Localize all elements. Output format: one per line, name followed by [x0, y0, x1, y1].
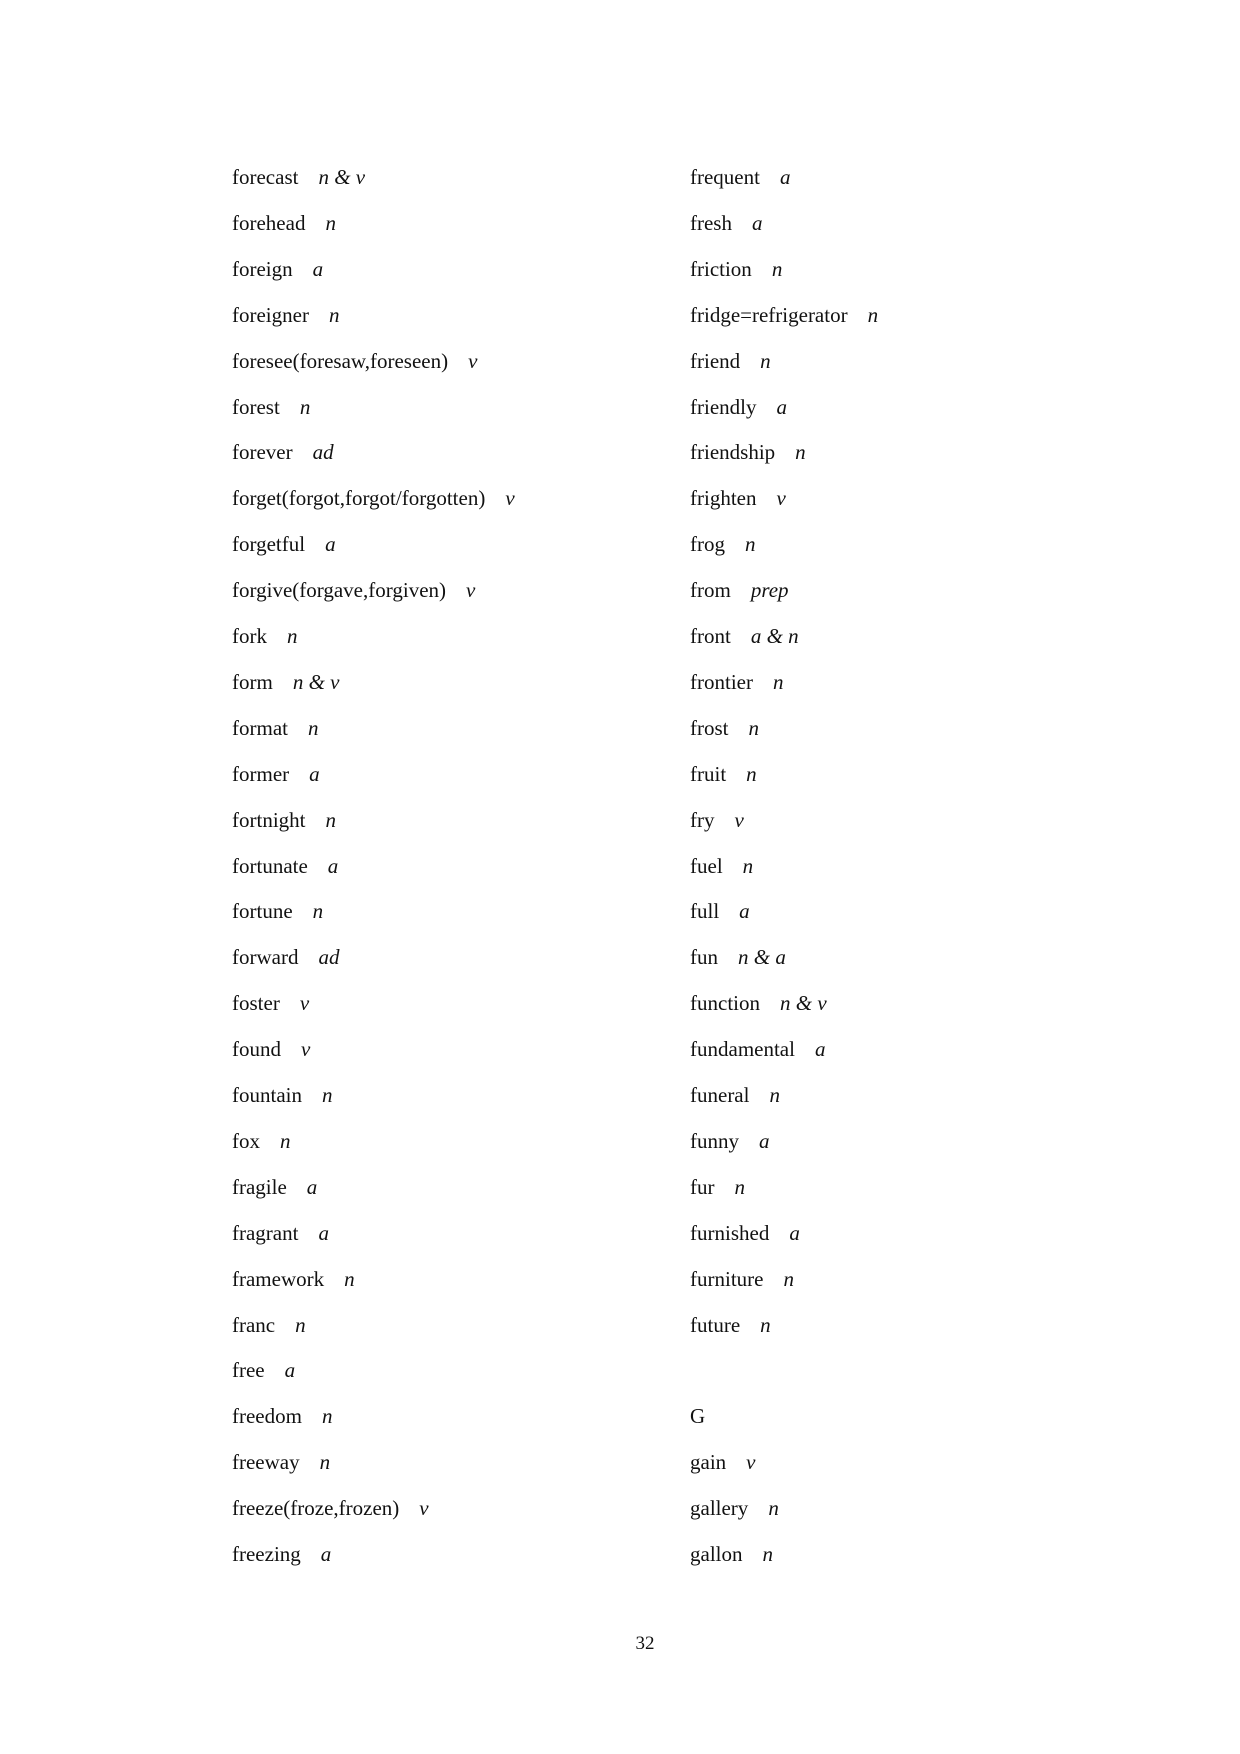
- part-of-speech: n: [748, 715, 759, 740]
- headword: fruit: [690, 761, 727, 786]
- headword: frost: [690, 715, 729, 740]
- part-of-speech: n: [769, 1083, 780, 1107]
- part-of-speech: v: [301, 1037, 311, 1062]
- word-entry: [232, 160, 365, 194]
- word-entry: [232, 665, 339, 699]
- word-entry: [690, 1124, 770, 1158]
- headword: forget(forgot,forgot/forgotten): [232, 486, 486, 511]
- headword: free: [232, 1358, 265, 1383]
- word-entry: [690, 849, 753, 883]
- word-entry: [690, 1445, 755, 1479]
- headword: full: [690, 899, 720, 924]
- headword: friend: [690, 348, 741, 373]
- word-entry: [232, 252, 323, 286]
- word-entry: [690, 435, 806, 469]
- part-of-speech: n & v: [292, 669, 340, 694]
- word-entry: [232, 1032, 310, 1066]
- part-of-speech: n: [795, 440, 806, 465]
- part-of-speech: n: [319, 1450, 331, 1475]
- word-entry: [232, 344, 477, 378]
- headword: forest: [232, 394, 280, 419]
- headword: fork: [232, 624, 267, 648]
- headword: gallon: [690, 1542, 743, 1566]
- headword: fox: [232, 1128, 260, 1153]
- part-of-speech: v: [776, 486, 786, 511]
- part-of-speech: n: [783, 1266, 794, 1291]
- part-of-speech: n: [762, 1542, 773, 1566]
- headword: fortunate: [232, 853, 308, 878]
- word-entry: [690, 390, 787, 424]
- part-of-speech: a: [776, 394, 787, 419]
- word-entry: [690, 757, 757, 791]
- word-entry: [232, 1078, 332, 1112]
- word-entry: [690, 1170, 745, 1204]
- word-entry: [232, 986, 309, 1020]
- headword: fragrant: [232, 1220, 299, 1245]
- part-of-speech: n: [742, 853, 754, 878]
- headword: frighten: [690, 486, 757, 511]
- part-of-speech: ad: [312, 440, 334, 465]
- word-entry: [690, 1078, 780, 1112]
- word-entry: [232, 757, 320, 791]
- word-entry: [232, 1262, 355, 1296]
- part-of-speech: v: [299, 991, 310, 1016]
- word-entry: [690, 894, 750, 928]
- headword: foreigner: [232, 302, 309, 327]
- headword: foster: [232, 991, 280, 1016]
- word-entry: [690, 665, 783, 699]
- word-entry: [232, 1353, 295, 1387]
- word-entry: [690, 986, 827, 1020]
- word-entry: [232, 940, 339, 974]
- word-entry: [232, 711, 318, 745]
- part-of-speech: n: [745, 532, 756, 557]
- headword: franc: [232, 1312, 276, 1337]
- word-entry: [232, 435, 334, 469]
- part-of-speech: n: [734, 1174, 745, 1199]
- part-of-speech: n: [325, 807, 336, 832]
- part-of-speech: n: [760, 348, 771, 373]
- part-of-speech: n & v: [779, 991, 827, 1016]
- word-entry: [690, 803, 744, 837]
- word-entry: [690, 573, 789, 607]
- headword: fun: [690, 945, 718, 970]
- word-entry: [690, 1262, 794, 1296]
- headword: fur: [690, 1174, 715, 1199]
- word-entry: [232, 619, 298, 653]
- part-of-speech: a: [759, 1128, 770, 1153]
- headword: funeral: [690, 1083, 750, 1107]
- part-of-speech: n: [760, 1312, 771, 1337]
- part-of-speech: n: [280, 1128, 291, 1153]
- headword: function: [690, 991, 760, 1016]
- headword: gain: [690, 1450, 727, 1475]
- word-entry: [232, 206, 336, 240]
- part-of-speech: n: [771, 256, 783, 281]
- headword: freeway: [232, 1450, 300, 1475]
- headword: funny: [690, 1128, 739, 1153]
- part-of-speech: v: [746, 1450, 756, 1475]
- word-entry: [690, 1216, 800, 1250]
- word-entry: [232, 849, 338, 883]
- word-entry: [232, 1124, 291, 1158]
- word-entry: [690, 344, 771, 378]
- headword: fragile: [232, 1174, 287, 1199]
- headword: freezing: [232, 1542, 301, 1566]
- part-of-speech: n: [287, 624, 298, 648]
- part-of-speech: n & v: [318, 165, 366, 189]
- word-entry: [690, 940, 786, 974]
- word-entry: [690, 619, 799, 653]
- word-entry: [232, 1216, 329, 1250]
- headword: form: [232, 669, 273, 694]
- part-of-speech: n & a: [738, 945, 786, 970]
- headword: former: [232, 761, 290, 786]
- headword: fortnight: [232, 807, 306, 832]
- headword: framework: [232, 1266, 325, 1291]
- word-entry: [232, 390, 310, 424]
- headword: gallery: [690, 1496, 749, 1521]
- part-of-speech: a: [789, 1220, 800, 1245]
- part-of-speech: n: [867, 302, 879, 327]
- part-of-speech: n: [328, 302, 340, 327]
- part-of-speech: v: [505, 486, 515, 511]
- word-entry: [232, 894, 323, 928]
- headword: forward: [232, 945, 299, 970]
- part-of-speech: ad: [318, 945, 340, 970]
- headword: fundamental: [690, 1037, 795, 1062]
- part-of-speech: v: [466, 578, 476, 603]
- word-entry: [690, 160, 790, 194]
- part-of-speech: a: [739, 899, 750, 924]
- word-entry: [232, 803, 336, 837]
- part-of-speech: n: [325, 210, 336, 235]
- part-of-speech: n: [299, 394, 311, 419]
- part-of-speech: n: [295, 1312, 306, 1337]
- word-entry: [690, 206, 762, 240]
- part-of-speech: v: [468, 348, 478, 373]
- word-entry: [690, 481, 786, 515]
- headword: fresh: [690, 210, 732, 235]
- word-entry: [690, 1399, 705, 1433]
- word-entry: [232, 527, 336, 561]
- page-number: 32: [635, 1633, 655, 1654]
- part-of-speech: a: [327, 853, 339, 878]
- headword: forgive(forgave,forgiven): [232, 578, 447, 603]
- headword: from: [690, 578, 731, 603]
- word-entry: [232, 1537, 331, 1571]
- headword: foreign: [232, 256, 293, 281]
- headword: friendly: [690, 394, 757, 419]
- word-entry: [232, 1445, 330, 1479]
- part-of-speech: a: [284, 1358, 296, 1383]
- word-entry: [690, 298, 878, 332]
- word-entry: [232, 1491, 429, 1525]
- headword: furnished: [690, 1220, 770, 1245]
- headword: fountain: [232, 1083, 302, 1107]
- headword: frequent: [690, 165, 760, 189]
- headword: friendship: [690, 440, 776, 465]
- part-of-speech: a: [325, 532, 336, 557]
- headword: future: [690, 1312, 741, 1337]
- word-entry: [690, 1308, 771, 1342]
- part-of-speech: v: [419, 1496, 429, 1521]
- word-entry: [232, 573, 475, 607]
- part-of-speech: a: [814, 1037, 826, 1062]
- word-entry: [690, 252, 782, 286]
- part-of-speech: n: [768, 1496, 779, 1521]
- headword: fry: [690, 807, 715, 832]
- word-entry: [690, 1032, 825, 1066]
- word-entry: [232, 298, 339, 332]
- headword: front: [690, 624, 731, 648]
- headword: friction: [690, 256, 752, 281]
- part-of-speech: n: [772, 669, 784, 694]
- part-of-speech: n: [344, 1266, 355, 1291]
- part-of-speech: prep: [750, 578, 789, 603]
- part-of-speech: a: [318, 1220, 329, 1245]
- part-of-speech: a: [312, 256, 324, 281]
- headword: fortune: [232, 899, 293, 924]
- part-of-speech: n: [746, 761, 757, 786]
- headword: frog: [690, 532, 725, 557]
- headword: frontier: [690, 669, 753, 694]
- word-entry: [232, 481, 515, 515]
- part-of-speech: n: [312, 899, 324, 924]
- headword: foresee(foresaw,foreseen): [232, 348, 449, 373]
- headword: forecast: [232, 165, 299, 189]
- word-entry: [232, 1308, 306, 1342]
- headword: fuel: [690, 853, 723, 878]
- word-entry: [690, 527, 756, 561]
- word-entry: [232, 1170, 317, 1204]
- part-of-speech: a: [779, 165, 791, 189]
- headword: format: [232, 715, 288, 740]
- part-of-speech: a: [306, 1174, 318, 1199]
- word-entry: [690, 1537, 773, 1571]
- part-of-speech: a: [320, 1542, 332, 1566]
- headword: furniture: [690, 1266, 764, 1291]
- word-entry: [690, 1491, 779, 1525]
- word-entry: [232, 1399, 332, 1433]
- part-of-speech: a: [751, 210, 763, 235]
- part-of-speech: n: [307, 715, 319, 740]
- headword: G: [690, 1404, 706, 1429]
- part-of-speech: v: [734, 807, 744, 832]
- part-of-speech: a: [309, 761, 320, 786]
- part-of-speech: n: [321, 1404, 333, 1429]
- headword: fridge=refrigerator: [690, 302, 848, 327]
- headword: freeze(froze,frozen): [232, 1496, 400, 1521]
- headword: freedom: [232, 1404, 302, 1429]
- word-entry: [690, 711, 759, 745]
- headword: forehead: [232, 210, 306, 235]
- part-of-speech: n: [321, 1083, 333, 1107]
- headword: forever: [232, 440, 293, 465]
- headword: forgetful: [232, 532, 306, 557]
- headword: found: [232, 1037, 281, 1062]
- part-of-speech: a & n: [750, 624, 799, 648]
